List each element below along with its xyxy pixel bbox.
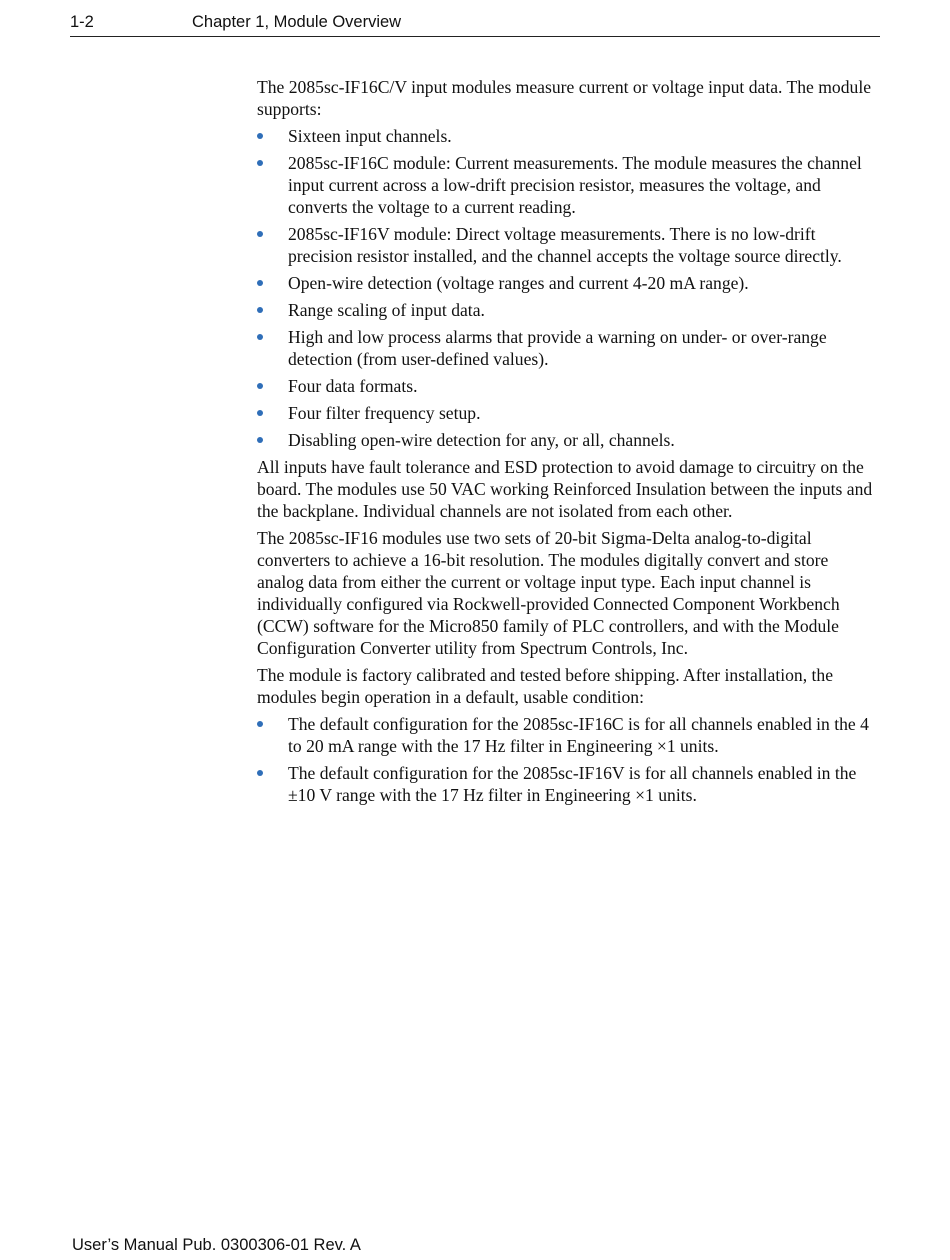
bullet-icon [257,160,263,166]
converter-paragraph: The 2085sc-IF16 modules use two sets of 20-bit Sigma-Delta analog-to-digital converters to achieve a 16-bit resolution. The modules digitally convert and store analog data from either the current or voltage input type. Each input channel is individually configured via Rockwell-provided Connected Component Workbench (CCW) software for the Micro850 family of PLC controllers, and with the Module Configuration Converter utility from Spectrum Controls, Inc. [257,528,840,658]
list-item [257,402,879,424]
list-item [257,326,879,370]
bullet-icon [257,770,263,776]
bullet-icon [257,280,263,286]
list-item [257,152,879,218]
bullet-icon [257,231,263,237]
fault-tolerance-paragraph: All inputs have fault tolerance and ESD protection to avoid damage to circuitry on the board. The modules use 50 VAC working Reinforced Insulation between the inputs and the backplane. Individual channels are not isolated from each other. [257,457,873,521]
page-footer: User’s Manual Pub. 0300306-01 Rev. A [72,1236,361,1254]
list-item-text: Open-wire detection (voltage ranges and current 4-20 mA range). [288,273,749,293]
bullet-icon [257,334,263,340]
feature-list [257,125,879,451]
list-item [257,375,879,397]
list-item-text: High and low process alarms that provide a warning on under- or over-range detection (from user-defined values). [288,327,827,369]
chapter-title: Chapter 1, Module Overview [192,13,402,31]
list-item [257,125,879,147]
intro-paragraph: The 2085sc-IF16C/V input modules measure current or voltage input data. The module supports: [257,77,872,119]
list-item-text: Disabling open-wire detection for any, or all, channels. [288,430,675,450]
main-content [257,76,879,811]
list-item-text: 2085sc-IF16V module: Direct voltage measurements. There is no low-drift precision resistor installed, and the channel accepts the voltage source directly. [288,224,842,266]
page-header [70,12,880,37]
list-item-text: Sixteen input channels. [288,126,452,146]
bullet-icon [257,383,263,389]
page-number: 1-2 [70,13,94,31]
list-item [257,299,879,321]
list-item-text: The default configuration for the 2085sc-IF16C is for all channels enabled in the 4 to 20 mA range with the 17 Hz filter in Engineering ×1 units. [288,714,869,756]
bullet-icon [257,437,263,443]
calibration-paragraph: The module is factory calibrated and tested before shipping. After installation, the modules begin operation in a default, usable condition: [257,665,834,707]
list-item-text: Four filter frequency setup. [288,403,481,423]
list-item-text: Range scaling of input data. [288,300,485,320]
default-config-list [257,713,879,806]
list-item [257,713,879,757]
list-item [257,762,879,806]
bullet-icon [257,721,263,727]
list-item [257,272,879,294]
list-item [257,223,879,267]
list-item-text: 2085sc-IF16C module: Current measurements. The module measures the channel input current across a low-drift precision resistor, measures the voltage, and converts the voltage to a current reading. [288,153,862,217]
list-item-text: Four data formats. [288,376,418,396]
bullet-icon [257,307,263,313]
list-item [257,429,879,451]
bullet-icon [257,133,263,139]
bullet-icon [257,410,263,416]
list-item-text: The default configuration for the 2085sc-IF16V is for all channels enabled in the ±10 V range with the 17 Hz filter in Engineering ×1 units. [288,763,857,805]
